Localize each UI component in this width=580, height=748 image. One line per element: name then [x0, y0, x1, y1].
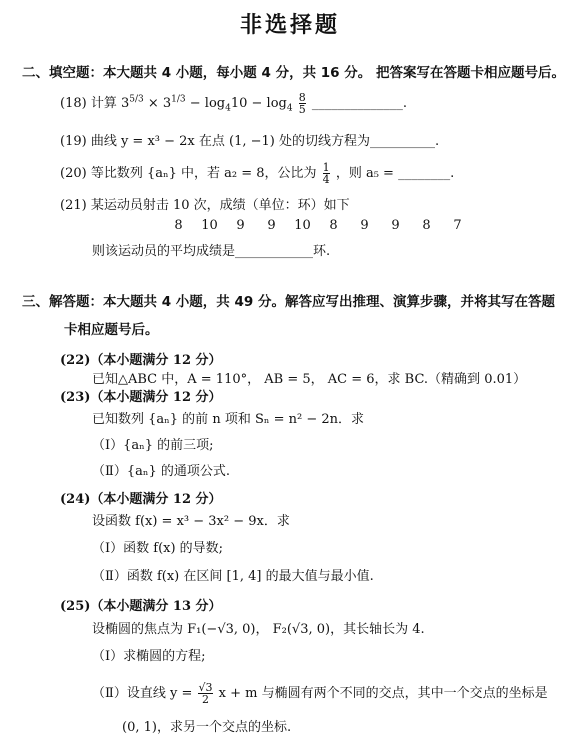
q18-number: (18)	[60, 96, 87, 111]
score-7: 9	[360, 218, 369, 233]
q25-title: (25)（本小题满分 13 分）	[60, 599, 222, 614]
score-4: 9	[267, 218, 276, 233]
q22-body: 已知△ABC 中，A = 110°， AB = 5， AC = 6，求 BC.（精确到 0.01）	[92, 372, 527, 387]
q24-part-i: （Ⅰ）函数 f(x) 的导数;	[92, 541, 224, 556]
q18-part-b: × 3	[143, 96, 172, 111]
score-1: 8	[174, 218, 183, 233]
q18-fraction: $\frac{8}{5}$	[298, 91, 306, 116]
q18-blank: ______________.	[311, 96, 408, 111]
q20-part-b: ，则 a₅ = ________.	[335, 166, 455, 181]
q20-part-a: (20) 等比数列 {aₙ} 中，若 a₂ = 8，公比为	[60, 166, 317, 181]
q21-ask: 则该运动员的平均成绩是____________环.	[92, 244, 331, 259]
section-3-header-line1: 三、解答题：本大题共 4 小题，共 49 分。解答应写出推理、演算步骤，并将其写在答题	[22, 294, 555, 310]
q18-part-d: 10 − log	[230, 96, 287, 111]
section-3-header-line2: 卡相应题号后。	[64, 322, 159, 338]
question-20	[60, 162, 454, 185]
score-8: 9	[391, 218, 400, 233]
section-2-header: 二、填空题：本大题共 4 小题，每小题 4 分，共 16 分。 把答案写在答题卡相应题号后。	[22, 65, 565, 81]
score-6: 8	[329, 218, 338, 233]
score-10: 7	[453, 218, 462, 233]
q25-ii-part-a: （Ⅱ）设直线 y =	[92, 686, 193, 701]
score-9: 8	[422, 218, 431, 233]
page-title: 非选择题	[239, 13, 340, 38]
q24-title: (24)（本小题满分 12 分）	[60, 492, 222, 507]
q18-part-c: − log	[185, 96, 226, 111]
question-19: (19) 曲线 y = x³ − 2x 在点 (1, −1) 处的切线方程为__________.	[60, 134, 440, 149]
q24-part-ii: （Ⅱ）函数 f(x) 在区间 [1, 4] 的最大值与最小值.	[92, 569, 374, 584]
q25-part-i: （Ⅰ）求椭圆的方程;	[92, 649, 206, 664]
q20-fraction: $\frac{1}{4}$	[322, 161, 330, 186]
q25-part-ii	[92, 682, 548, 705]
score-2: 10	[201, 218, 218, 233]
question-21: (21) 某运动员射击 10 次，成绩（单位：环）如下	[60, 198, 350, 213]
q25-ii-part-b: x + m 与椭圆有两个不同的交点，其中一个交点的坐标是	[218, 686, 548, 701]
q22-title: (22)（本小题满分 12 分）	[60, 353, 222, 368]
score-5: 10	[294, 218, 311, 233]
question-18: (18) 计算 $3^{5/3} \times 3^{1/3} - \log_410 - \log_4$ $\frac{8}{5}$ ______________.	[60, 91, 408, 116]
q21-scores	[163, 218, 473, 233]
q24-body: 设函数 f(x) = x³ − 3x² − 9x．求	[92, 514, 290, 529]
q18-part-a: 计算 3	[90, 96, 130, 111]
q25-body: 设椭圆的焦点为 F₁(−√3, 0)， F₂(√3, 0)，其长轴长为 4.	[92, 622, 425, 637]
q23-part-i: （Ⅰ）{aₙ} 的前三项;	[92, 438, 214, 453]
score-3: 9	[236, 218, 245, 233]
q25-fraction: $\frac{√3}{2}$	[198, 681, 213, 706]
q23-body: 已知数列 {aₙ} 的前 n 项和 Sₙ = n² − 2n．求	[92, 412, 365, 427]
q23-title: (23)（本小题满分 12 分）	[60, 390, 222, 405]
q25-ii-part-c: (0, 1)，求另一个交点的坐标.	[122, 720, 292, 735]
q23-part-ii: （Ⅱ）{aₙ} 的通项公式.	[92, 464, 231, 479]
